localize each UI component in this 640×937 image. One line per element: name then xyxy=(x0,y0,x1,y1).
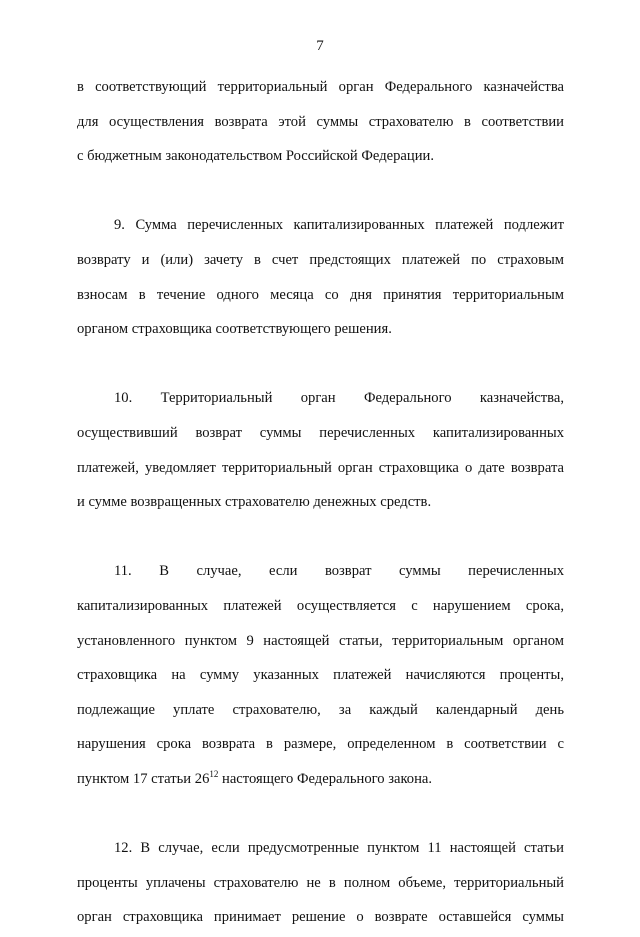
text-line: 12. В случае, если предусмотренные пунктом 11 настоящей статьи xyxy=(114,840,564,857)
paragraph-12 xyxy=(77,833,564,937)
paragraph-9 xyxy=(77,210,564,348)
paragraph-gap xyxy=(77,176,564,211)
text-line: платежей, уведомляет территориальный орган страховщика о дате возврата xyxy=(77,459,564,476)
text-line: страховщика на сумму указанных платежей начисляются проценты, xyxy=(77,667,564,684)
text-line: возврату и (или) зачету в счет предстоящих платежей по страховым xyxy=(77,251,564,268)
paragraph-gap xyxy=(77,522,564,557)
paragraph-11 xyxy=(77,556,564,798)
text-line: и сумме возвращенных страхователю денежных средств. xyxy=(77,494,432,511)
text-line: в соответствующий территориальный орган Федерального казначейства xyxy=(77,79,564,95)
body-text xyxy=(77,72,564,937)
text-line: проценты уплачены страхователю не в полном объеме, территориальный xyxy=(77,874,564,891)
text-line: подлежащие уплате страхователю, за каждый календарный день xyxy=(77,701,564,718)
text-fragment: пунктом 17 статьи 26 xyxy=(77,770,210,787)
text-line: с бюджетным законодательством Российской Федерации. xyxy=(77,148,434,165)
text-fragment: настоящего Федерального закона. xyxy=(218,770,433,787)
text-line: установленного пунктом 9 настоящей статьи, территориальным органом xyxy=(77,632,564,649)
paragraph-10 xyxy=(77,383,564,521)
text-line-with-superscript xyxy=(77,764,564,799)
text-line: 10. Территориальный орган Федерального казначейства, xyxy=(114,390,564,407)
text-line: нарушения срока возврата в размере, определенном в соответствии с xyxy=(77,736,564,753)
text-line: осуществивший возврат суммы перечисленных капитализированных xyxy=(77,424,564,441)
text-line: орган страховщика принимает решение о возврате оставшейся суммы xyxy=(77,909,564,926)
page-number: 7 xyxy=(316,38,324,54)
paragraph-gap xyxy=(77,349,564,384)
text-line: капитализированных платежей осуществляется с нарушением срока, xyxy=(77,597,564,614)
superscript: 12 xyxy=(209,769,219,780)
paragraph-continuation xyxy=(77,72,564,176)
text-line: взносам в течение одного месяца со дня принятия территориальным xyxy=(77,286,564,303)
text-line: 9. Сумма перечисленных капитализированных платежей подлежит xyxy=(114,217,564,234)
text-line: для осуществления возврата этой суммы страхователю в соответствии xyxy=(77,113,564,130)
paragraph-gap xyxy=(77,798,564,833)
text-line: 11. В случае, если возврат суммы перечисленных xyxy=(114,563,564,580)
text-line: органом страховщика соответствующего решения. xyxy=(77,321,392,338)
